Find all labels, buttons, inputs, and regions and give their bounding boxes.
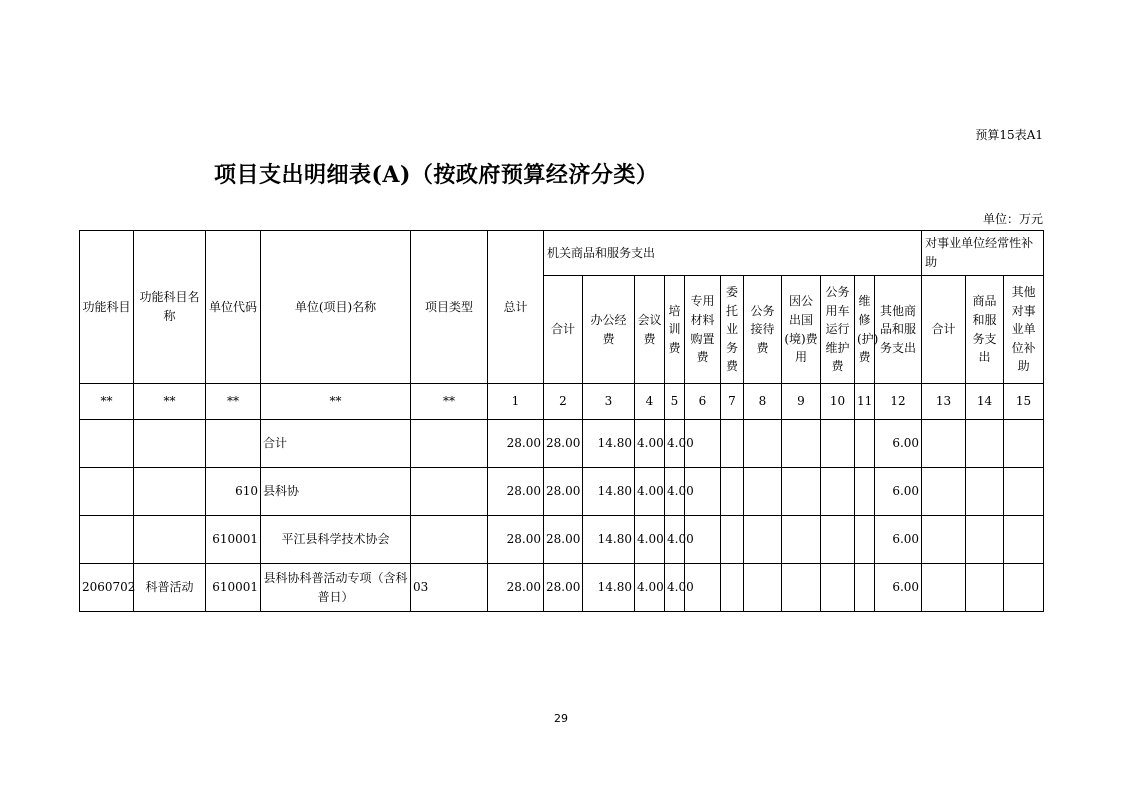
index-cell: 15: [1004, 384, 1044, 420]
value-cell: 28.00: [544, 564, 583, 612]
col-header-goods-8: 公务用车运行维护费: [821, 276, 855, 384]
value-cell: 14.80: [583, 564, 635, 612]
project-type-cell: [411, 516, 488, 564]
col-header-subsidy-0: 合计: [922, 276, 966, 384]
col-header-unit-name: 单位(项目)名称: [261, 231, 411, 384]
value-cell: [855, 516, 875, 564]
col-header-goods-5: 委托业务费: [721, 276, 744, 384]
col-group-subsidy: 对事业单位经常性补助: [922, 231, 1044, 276]
value-cell: 4.00: [635, 516, 665, 564]
value-cell: 6.00: [875, 564, 922, 612]
col-group-goods-services: 机关商品和服务支出: [544, 231, 922, 276]
func-name-cell: [134, 516, 206, 564]
value-cell: [721, 564, 744, 612]
col-header-unit-code: 单位代码: [206, 231, 261, 384]
project-expenditure-table: [79, 230, 1044, 612]
col-header-subsidy-2: 其他对事业单位补助: [1004, 276, 1044, 384]
form-code: 预算15表A1: [975, 128, 1043, 142]
table-row: [80, 516, 1044, 564]
value-cell: 6.00: [875, 468, 922, 516]
unit-label: 单位：万元: [982, 212, 1043, 226]
value-cell: [782, 516, 821, 564]
col-header-goods-10: 其他商品和服务支出: [875, 276, 922, 384]
value-cell: [1004, 516, 1044, 564]
index-cell: 7: [721, 384, 744, 420]
col-header-goods-9: 维修(护)费: [855, 276, 875, 384]
value-cell: 4.00: [665, 516, 685, 564]
value-cell: 28.00: [488, 564, 544, 612]
value-cell: [744, 468, 782, 516]
value-cell: [855, 564, 875, 612]
func-name-cell: 科普活动: [134, 564, 206, 612]
value-cell: 4.00: [635, 468, 665, 516]
unit-name-cell: 合计: [261, 420, 411, 468]
value-cell: 6.00: [875, 420, 922, 468]
value-cell: 14.80: [583, 516, 635, 564]
index-cell: **: [206, 384, 261, 420]
unit-code-cell: [206, 420, 261, 468]
value-cell: 4.00: [665, 564, 685, 612]
value-cell: [966, 564, 1004, 612]
header-row-groups: [80, 231, 1044, 276]
func-code-cell: [80, 516, 134, 564]
value-cell: [744, 564, 782, 612]
index-cell: 10: [821, 384, 855, 420]
col-header-func-name: 功能科目名称: [134, 231, 206, 384]
col-header-goods-4: 专用材料购置费: [685, 276, 721, 384]
col-header-goods-3: 培训费: [665, 276, 685, 384]
index-cell: **: [134, 384, 206, 420]
value-cell: [744, 516, 782, 564]
value-cell: [966, 468, 1004, 516]
col-header-goods-0: 合计: [544, 276, 583, 384]
value-cell: 14.80: [583, 468, 635, 516]
col-header-goods-2: 会议费: [635, 276, 665, 384]
value-cell: [922, 420, 966, 468]
func-name-cell: [134, 420, 206, 468]
index-cell: 14: [966, 384, 1004, 420]
index-cell: 2: [544, 384, 583, 420]
value-cell: [721, 420, 744, 468]
value-cell: 28.00: [544, 420, 583, 468]
value-cell: [922, 468, 966, 516]
func-code-cell: [80, 420, 134, 468]
value-cell: 28.00: [544, 468, 583, 516]
value-cell: [782, 468, 821, 516]
value-cell: [922, 516, 966, 564]
unit-name-cell: 平江县科学技术协会: [261, 516, 411, 564]
page-title: 项目支出明细表(A)（按政府预算经济分类）: [214, 162, 659, 188]
value-cell: [821, 468, 855, 516]
index-cell: **: [261, 384, 411, 420]
index-cell: 11: [855, 384, 875, 420]
col-header-goods-7: 因公出国(境)费用: [782, 276, 821, 384]
value-cell: 4.00: [635, 564, 665, 612]
value-cell: [821, 564, 855, 612]
index-cell: 6: [685, 384, 721, 420]
index-cell: **: [411, 384, 488, 420]
index-cell: 8: [744, 384, 782, 420]
index-cell: 13: [922, 384, 966, 420]
index-cell: 12: [875, 384, 922, 420]
table-row: [80, 564, 1044, 612]
unit-code-cell: 610: [206, 468, 261, 516]
table-row: [80, 420, 1044, 468]
func-code-cell: [80, 468, 134, 516]
col-header-func-code: 功能科目: [80, 231, 134, 384]
value-cell: [855, 420, 875, 468]
col-header-project-type: 项目类型: [411, 231, 488, 384]
value-cell: [1004, 468, 1044, 516]
index-row: [80, 384, 1044, 420]
func-name-cell: [134, 468, 206, 516]
value-cell: [821, 516, 855, 564]
index-cell: 5: [665, 384, 685, 420]
col-header-total: 总计: [488, 231, 544, 384]
col-header-goods-6: 公务接待费: [744, 276, 782, 384]
table-row: [80, 468, 1044, 516]
value-cell: [1004, 564, 1044, 612]
value-cell: [744, 420, 782, 468]
col-header-goods-1: 办公经费: [583, 276, 635, 384]
value-cell: 28.00: [488, 516, 544, 564]
value-cell: [721, 516, 744, 564]
unit-code-cell: 610001: [206, 564, 261, 612]
index-cell: 1: [488, 384, 544, 420]
value-cell: 4.00: [665, 420, 685, 468]
value-cell: [782, 420, 821, 468]
value-cell: [1004, 420, 1044, 468]
value-cell: [966, 516, 1004, 564]
value-cell: [922, 564, 966, 612]
value-cell: [782, 564, 821, 612]
project-type-cell: [411, 420, 488, 468]
col-header-subsidy-1: 商品和服务支出: [966, 276, 1004, 384]
value-cell: 4.00: [665, 468, 685, 516]
value-cell: 28.00: [488, 468, 544, 516]
project-type-cell: 03: [411, 564, 488, 612]
project-type-cell: [411, 468, 488, 516]
value-cell: 28.00: [488, 420, 544, 468]
unit-code-cell: 610001: [206, 516, 261, 564]
value-cell: 28.00: [544, 516, 583, 564]
index-cell: **: [80, 384, 134, 420]
index-cell: 4: [635, 384, 665, 420]
index-cell: 9: [782, 384, 821, 420]
value-cell: [821, 420, 855, 468]
value-cell: 14.80: [583, 420, 635, 468]
page-number: 29: [554, 712, 568, 725]
func-code-cell: 2060702: [80, 564, 134, 612]
value-cell: [966, 420, 1004, 468]
value-cell: [855, 468, 875, 516]
unit-name-cell: 县科协科普活动专项（含科普日）: [261, 564, 411, 612]
index-cell: 3: [583, 384, 635, 420]
value-cell: [721, 468, 744, 516]
value-cell: 6.00: [875, 516, 922, 564]
unit-name-cell: 县科协: [261, 468, 411, 516]
value-cell: 4.00: [635, 420, 665, 468]
